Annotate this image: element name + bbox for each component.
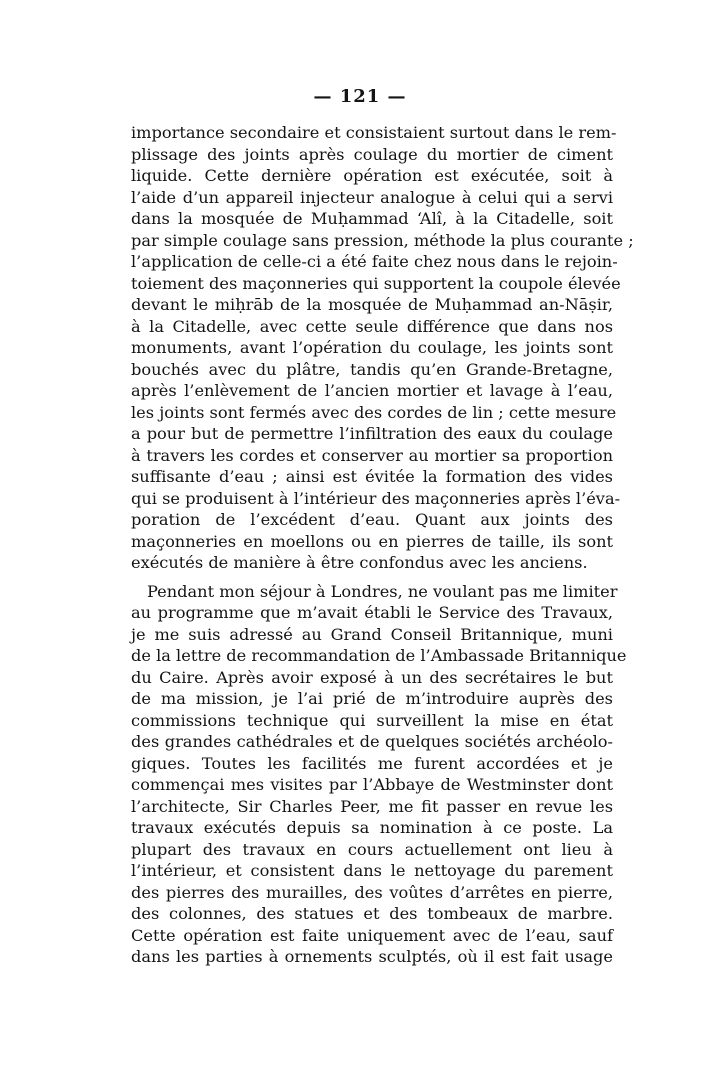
paragraph-1: [131, 122, 634, 574]
text-line: dans la mosquée de Muḥammad ‘Alî, à la Citadelle, soit: [131, 209, 613, 228]
text-line: l’architecte, Sir Charles Peer, me fit passer en revue les: [131, 796, 613, 816]
text-line: plissage des joints après coulage du mortier de ciment: [131, 144, 613, 164]
text-line: exécutés de manière à être confondus avec les anciens.: [131, 553, 588, 572]
text-line: Cette opération est faite uniquement avec de l’eau, sauf: [131, 925, 613, 945]
text-line: des colonnes, des statues et des tombeaux de marbre.: [131, 904, 613, 923]
text-line: à la Citadelle, avec cette seule différence que dans nos: [131, 316, 613, 336]
text-line: toiement des maçonneries qui supportent la coupole élevée: [131, 273, 621, 293]
text-line: liquide. Cette dernière opération est exécutée, soit à: [131, 166, 613, 185]
text-line: commissions technique qui surveillent la mise en état: [131, 710, 613, 730]
text-line: maçonneries en moellons ou en pierres de taille, ils sont: [131, 531, 613, 551]
text-line: je me suis adressé au Grand Conseil Britannique, muni: [131, 624, 613, 644]
text-line: l’application de celle-ci a été faite chez nous dans le rejoin-: [131, 252, 618, 271]
text-line: par simple coulage sans pression, méthode la plus courante ;: [131, 230, 634, 250]
text-line: devant le miḥrāb de la mosquée de Muḥammad an-Nāṣir,: [131, 295, 613, 314]
text-line: bouchés avec du plâtre, tandis qu’en Grande-Bretagne,: [131, 359, 613, 379]
text-line: après l’enlèvement de l’ancien mortier et lavage à l’eau,: [131, 381, 613, 400]
text-line: monuments, avant l’opération du coulage, les joints sont: [131, 338, 613, 357]
text-line: de la lettre de recommandation de l’Ambassade Britannique: [131, 646, 627, 665]
text-line: des grandes cathédrales et de quelques sociétés archéolo-: [131, 732, 613, 751]
text-line: plupart des travaux en cours actuellement ont lieu à: [131, 839, 613, 859]
text-line: commençai mes visites par l’Abbaye de Westminster dont: [131, 775, 613, 794]
text-line: au programme que m’avait établi le Service des Travaux,: [131, 603, 613, 622]
text-line: giques. Toutes les facilités me furent accordées et je: [131, 753, 613, 773]
text-line: dans les parties à ornements sculptés, où il est fait usage: [131, 947, 613, 966]
text-line: du Caire. Après avoir exposé à un des secrétaires le but: [131, 667, 613, 687]
text-line: Pendant mon séjour à Londres, ne voulant pas me limiter: [147, 581, 618, 601]
text-line: l’intérieur, et consistent dans le nettoyage du parement: [131, 861, 613, 880]
text-line: importance secondaire et consistaient surtout dans le rem-: [131, 123, 617, 142]
text-line: à travers les cordes et conserver au mortier sa proportion: [131, 445, 613, 465]
text-line: suffisante d’eau ; ainsi est évitée la formation des vides: [131, 467, 613, 486]
paragraph-2: [131, 581, 627, 968]
text-line: des pierres des murailles, des voûtes d’arrêtes en pierre,: [131, 882, 613, 902]
text-line: poration de l’excédent d’eau. Quant aux joints des: [131, 510, 613, 529]
text-line: de ma mission, je l’ai prié de m’introduire auprès des: [131, 689, 613, 708]
text-line: qui se produisent à l’intérieur des maçonneries après l’éva-: [131, 488, 621, 508]
text-line: les joints sont fermés avec des cordes de lin ; cette mesure: [131, 402, 617, 422]
text-line: l’aide d’un appareil injecteur analogue à celui qui a servi: [131, 187, 613, 207]
paragraph-spacer: [131, 574, 613, 581]
body-text: [131, 122, 634, 968]
text-line: travaux exécutés depuis sa nomination à ce poste. La: [131, 818, 613, 837]
page-number: — 121 —: [313, 86, 407, 107]
text-line: a pour but de permettre l’infiltration des eaux du coulage: [131, 424, 613, 443]
